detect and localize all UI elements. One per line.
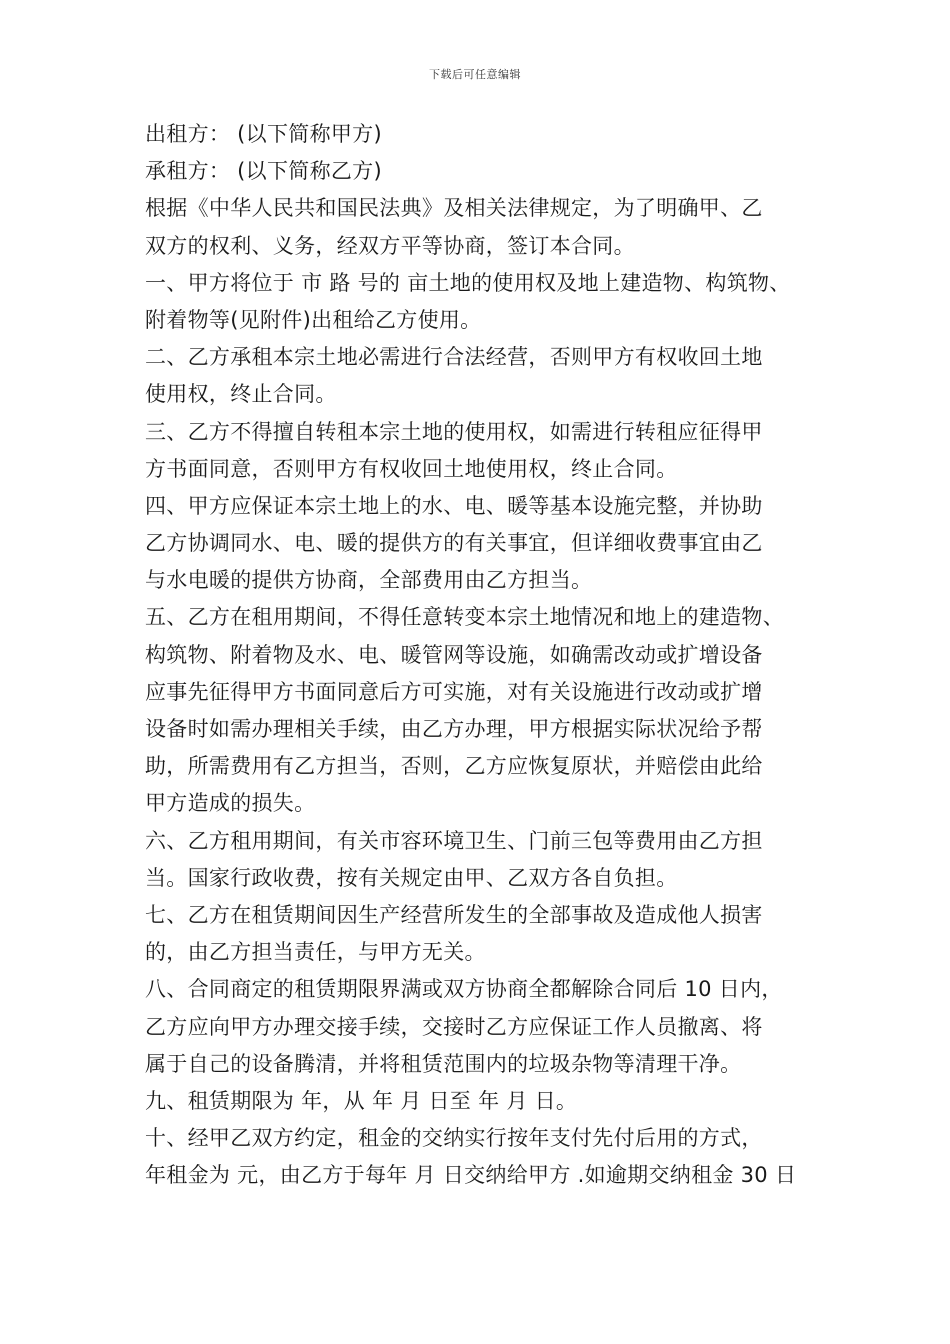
text-line: 七、乙方在租赁期间因生产经营所发生的全部事故及造成他人损害 — [145, 902, 763, 927]
text-line: 承租方： (以下简称乙方) — [145, 159, 382, 184]
text-line: 出租方： (以下简称甲方) — [145, 122, 382, 146]
text-line: 十、经甲乙双方约定，租金的交纳实行按年支付先付后用的方式， — [145, 1126, 763, 1151]
text-line: 乙方协调同水、电、暖的提供方的有关事宜，但详细收费事宜由乙 — [145, 531, 763, 556]
text-line: 四、甲方应保证本宗土地上的水、电、暖等基本设施完整，并协助 — [145, 493, 763, 518]
text-line: 属于自己的设备腾清，并将租赁范围内的垃圾杂物等清理干净。 — [145, 1051, 742, 1076]
text-line: 根据《中华人民共和国民法典》及相关法律规定，为了明确甲、乙 — [145, 196, 763, 221]
contract-body — [145, 116, 825, 1194]
text-line: 助，所需费用有乙方担当，否则，乙方应恢复原状，并赔偿由此给 — [145, 754, 763, 779]
text-line: 年租金为 元，由乙方于每年 月 日交纳给甲方 .如逾期交纳租金 30 日 — [145, 1163, 797, 1188]
text-line: 九、租赁期限为 年，从 年 月 日至 年 月 日。 — [145, 1088, 578, 1113]
text-line: 甲方造成的损失。 — [145, 791, 316, 816]
text-line: 应事先征得甲方书面同意后方可实施，对有关设施进行改动或扩增 — [145, 679, 763, 704]
text-line: 设备时如需办理相关手续，由乙方办理，甲方根据实际状况给予帮 — [145, 717, 763, 741]
text-line: 双方的权利、义务，经双方平等协商，签订本合同。 — [145, 233, 635, 258]
text-line: 使用权，终止合同。 — [145, 382, 337, 407]
text-line: 八、合同商定的租赁期限界满或双方协商全都解除合同后 10 日内， — [145, 977, 783, 1002]
text-line: 乙方应向甲方办理交接手续，交接时乙方应保证工作人员撤离、将 — [145, 1014, 763, 1039]
text-line: 构筑物、附着物及水、电、暖管网等设施，如确需改动或扩增设备 — [145, 642, 763, 667]
text-line: 方书面同意，否则甲方有权收回土地使用权，终止合同。 — [145, 456, 678, 481]
text-line: 五、乙方在租用期间，不得任意转变本宗土地情况和地上的建造物、 — [145, 605, 784, 630]
text-line: 的，由乙方担当责任，与甲方无关。 — [145, 940, 486, 965]
text-line: 三、乙方不得擅自转租本宗土地的使用权，如需进行转租应征得甲 — [145, 419, 763, 444]
text-line: 一、甲方将位于 市 路 号的 亩土地的使用权及地上建造物、构筑物、 — [145, 270, 791, 295]
header-note: 下载后可任意编辑 — [429, 68, 521, 81]
text-line: 当。国家行政收费，按有关规定由甲、乙双方各自负担。 — [145, 865, 678, 890]
text-line: 与水电暖的提供方协商，全部费用由乙方担当。 — [145, 568, 593, 593]
text-line: 六、乙方租用期间，有关市容环境卫生、门前三包等费用由乙方担 — [145, 828, 763, 853]
text-line: 二、乙方承租本宗土地必需进行合法经营，否则甲方有权收回土地 — [145, 345, 763, 370]
text-line: 附着物等(见附件)出租给乙方使用。 — [145, 307, 482, 332]
